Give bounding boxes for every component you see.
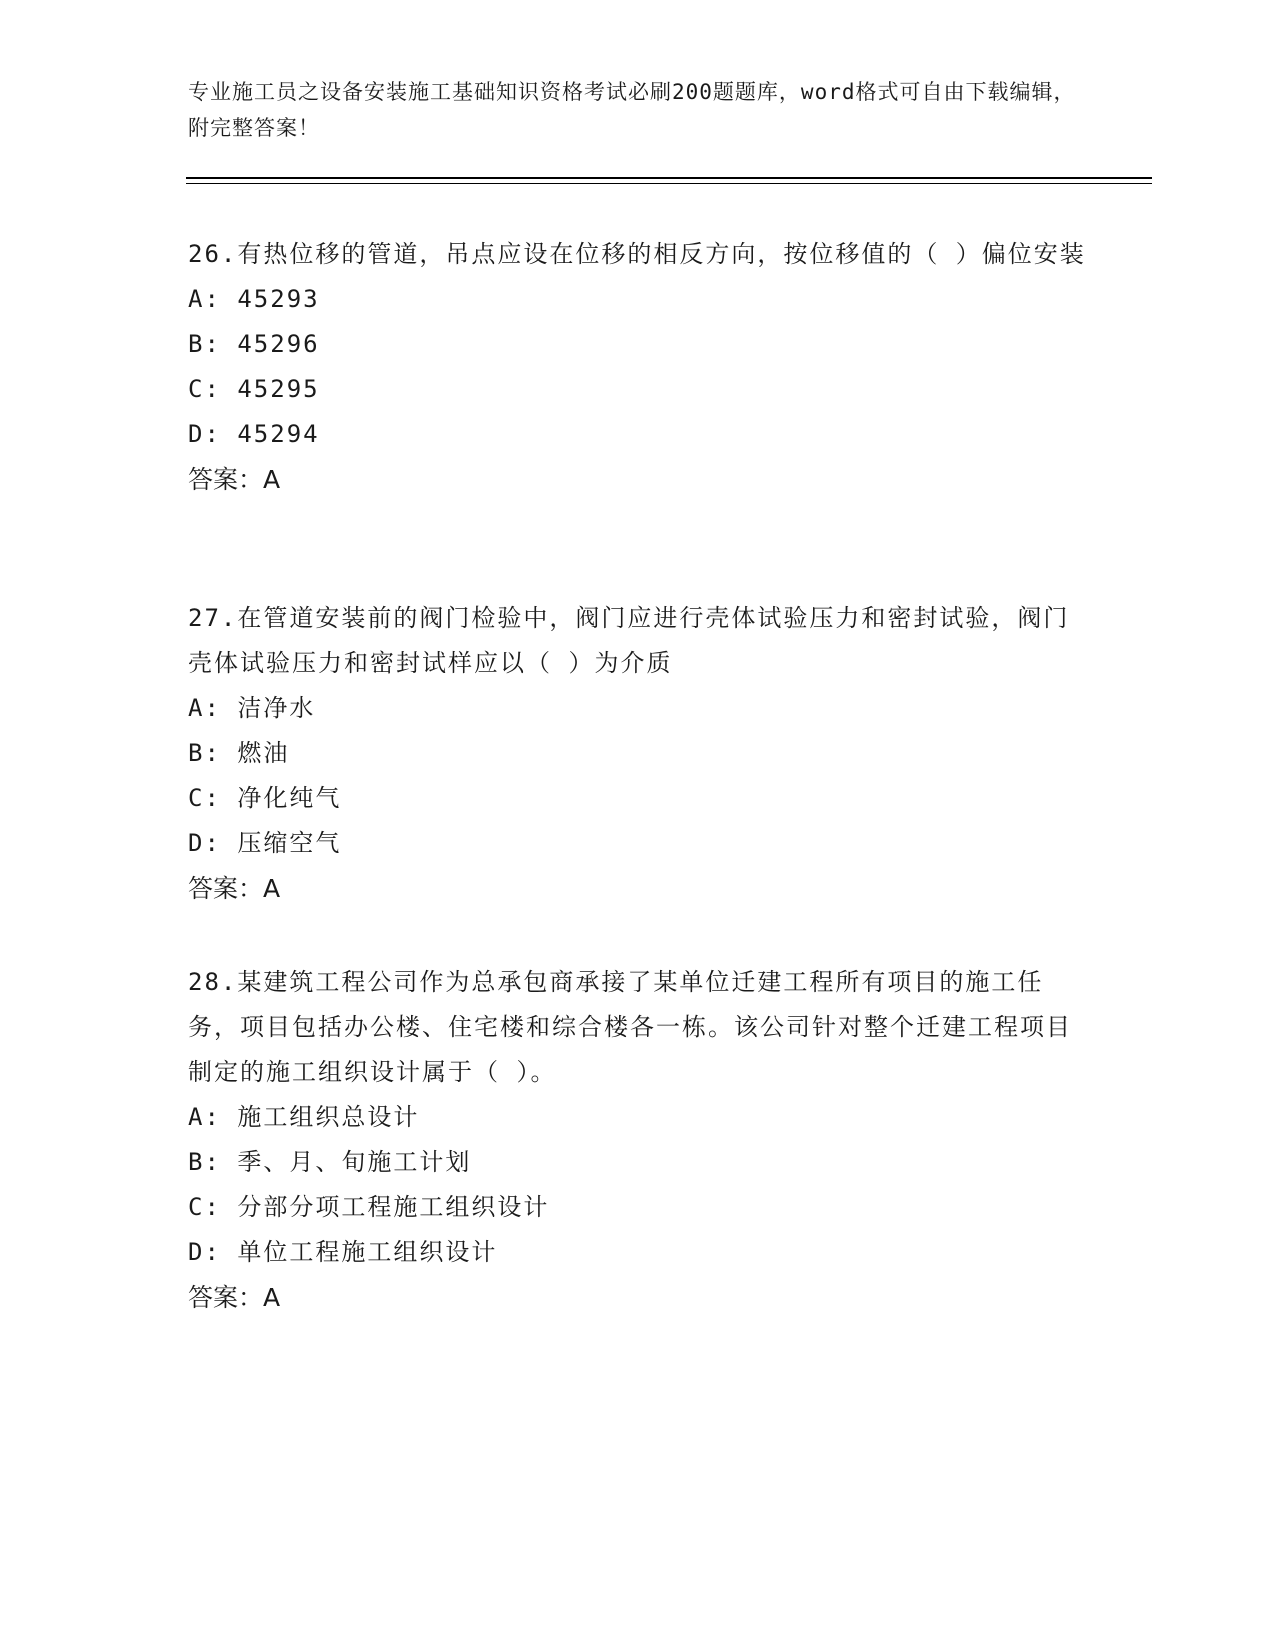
header-divider-thick (186, 177, 1152, 179)
question-28 (188, 960, 1088, 1320)
option-c: C: 45295 (188, 375, 320, 403)
answer: 答案：A (188, 1283, 281, 1312)
option-c: C: 净化纯气 (188, 784, 342, 812)
option-b: B: 45296 (188, 330, 320, 358)
question-stem: 28.某建筑工程公司作为总承包商承接了某单位迁建工程所有项目的施工任务，项目包括办公楼、住宅楼和综合楼各一栋。该公司针对整个迁建工程项目制定的施工组织设计属于（ ）。 (188, 968, 1072, 1086)
answer: 答案：A (188, 874, 281, 903)
question-stem: 26.有热位移的管道，吊点应设在位移的相反方向，按位移值的（ ）偏位安装 (188, 240, 1086, 268)
document-header: 专业施工员之设备安装施工基础知识资格考试必刷200题题库，word格式可自由下载编辑，附完整答案！ (188, 80, 1076, 140)
question-stem: 27.在管道安装前的阀门检验中，阀门应进行壳体试验压力和密封试验，阀门壳体试验压力和密封试样应以（ ）为介质 (188, 604, 1070, 677)
option-b: B: 季、月、旬施工计划 (188, 1148, 472, 1176)
option-d: D: 压缩空气 (188, 829, 342, 857)
question-26 (188, 232, 1088, 502)
option-a: A: 洁净水 (188, 694, 316, 722)
option-b: B: 燃油 (188, 739, 290, 767)
option-d: D: 45294 (188, 420, 320, 448)
header-divider-thin (186, 183, 1152, 184)
option-d: D: 单位工程施工组织设计 (188, 1238, 498, 1266)
question-27 (188, 596, 1088, 911)
option-c: C: 分部分项工程施工组织设计 (188, 1193, 550, 1221)
option-a: A: 施工组织总设计 (188, 1103, 420, 1131)
answer: 答案：A (188, 465, 281, 494)
option-a: A: 45293 (188, 285, 320, 313)
